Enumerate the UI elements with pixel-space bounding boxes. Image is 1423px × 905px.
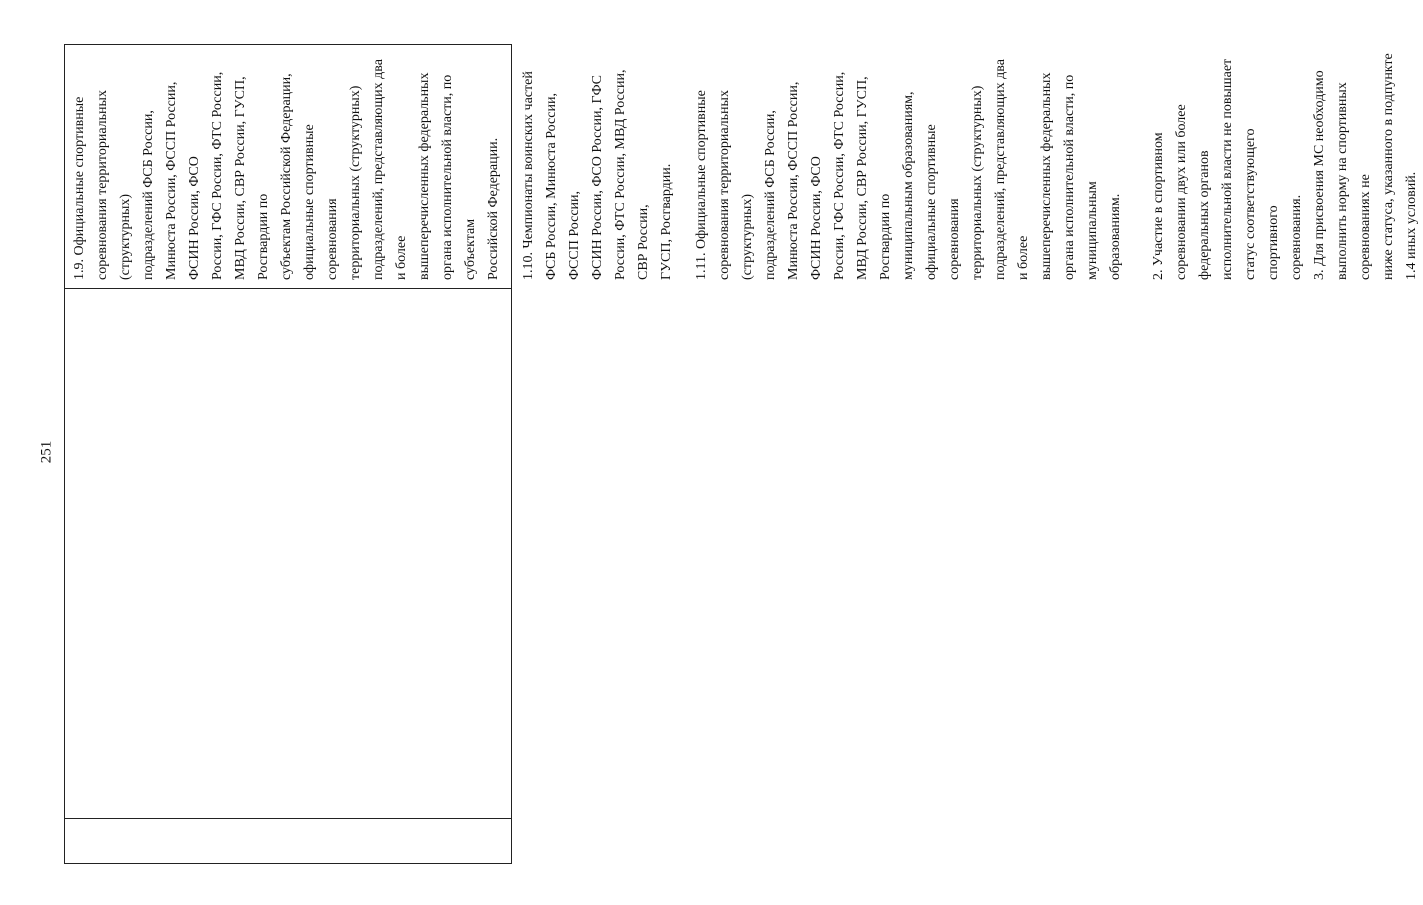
text-line: подразделений ФСБ России, Минюста России, ФССП России, ФСИН России, ФСО [763, 81, 824, 280]
text-line: исполнительной власти не повышает статус соответствующего спортивного [1220, 58, 1281, 280]
table-column-blank [65, 288, 511, 818]
text-line: территориальных (структурных) подразделений, представляющих два и более [348, 59, 409, 280]
text-line: субъектам Российской Федерации, официальные спортивные соревнования [279, 73, 340, 280]
rotated-content [64, 44, 1419, 864]
text-line: образованиям. [1108, 193, 1123, 280]
text-line: вышеперечисленных федеральных органа исполнительной власти, по муниципальным [1039, 72, 1100, 280]
text-line: России, ГФС России, ФТС России, МВД России, СВР России, ГУСП, Росгвардии по [832, 71, 893, 280]
condition-item-1-9 [68, 53, 505, 280]
text-line: вышеперечисленных федеральных органа исполнительной власти, по субъектам [417, 72, 478, 280]
text-line: 2. Участие в спортивном соревновании двух или более федеральных органов [1151, 104, 1212, 280]
text-line: подразделений ФСБ России, Минюста России, ФССП России, ФСИН России, ФСО [141, 81, 202, 280]
text-line: 1.10. Чемпионаты воинских частей ФСБ России, Минюста России, ФССП России, [521, 71, 582, 280]
spacer [1139, 53, 1147, 280]
text-line: соревнования. [1289, 194, 1304, 280]
condition-item-3 [1308, 53, 1423, 280]
table-column-number [65, 818, 511, 863]
conditions-table [64, 44, 1419, 864]
text-line: 1.9. Официальные спортивные соревнования территориальных (структурных) [72, 90, 133, 280]
text-line: 3. Для присвоения МС необходимо выполнить норму на спортивных соревнованиях не [1312, 70, 1373, 280]
text-line: территориальных (структурных) подразделений, представляющих два и более [970, 59, 1031, 280]
condition-item-1-11 [690, 53, 1127, 280]
rotated-content-area [64, 44, 1419, 864]
text-line: муниципальным образованиям, официальные спортивные соревнования [901, 91, 962, 280]
text-line: России, ГФС России, ФТС России, МВД России, СВР России, ГУСП, Росгвардии по [210, 71, 271, 280]
text-line: ФСИН России, ФСО России, ГФС России, ФТС России, МВД России, СВР России, [590, 69, 651, 280]
text-line: ниже статуса, указанного в подпункте 1.4 иных условий. [1381, 53, 1419, 280]
text-line: Российской Федерации. [486, 137, 501, 280]
text-line: ГУСП, Росгвардии. [659, 163, 674, 280]
text-line: 1.11. Официальные спортивные соревнования территориальных (структурных) [694, 90, 755, 280]
page-number: 251 [38, 440, 55, 464]
condition-item-1-10 [517, 53, 678, 280]
condition-item-2 [1147, 53, 1308, 280]
table-column-conditions [65, 45, 1419, 288]
